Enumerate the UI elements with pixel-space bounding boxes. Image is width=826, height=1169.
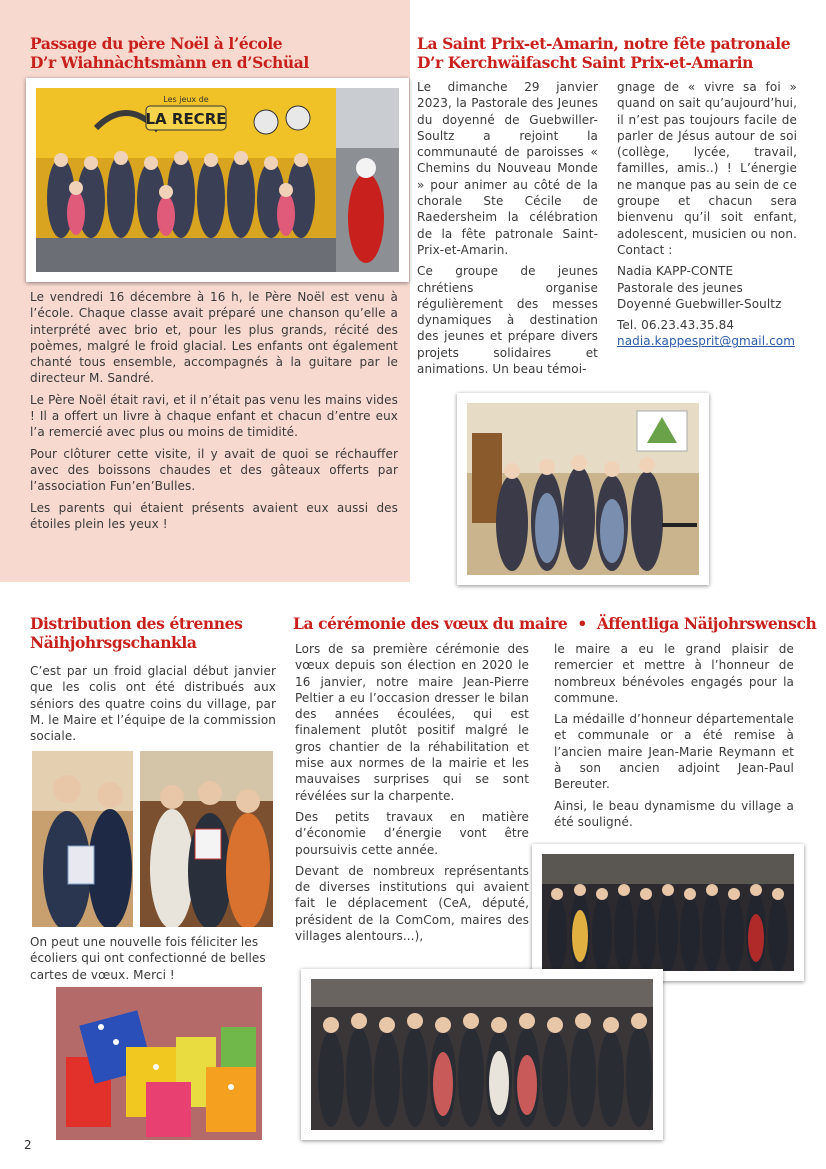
- noel-photo-sign-small: Les jeux de: [163, 95, 209, 104]
- voeux-photo-1: [542, 854, 794, 971]
- voeux-photo-2: [311, 979, 653, 1130]
- etrennes-paragraph-1: C’est par un froid glacial début janvier que les colis ont été distribués aux séniors des quatre coins du village, par M. le Maire et l’équipe de la commission sociale.: [30, 664, 276, 744]
- saintprix-title-alsace: D’r Kerchwäifascht Saint Prix-et-Amarin: [417, 53, 753, 72]
- voeux-paragraph-2: Des petits travaux en matière d’économie d’énergie vont être poursuivis cette année.: [295, 809, 529, 857]
- etrennes-photo-cards: [56, 987, 262, 1140]
- noel-paragraph-3: Pour clôturer cette visite, il y avait de quoi se réchauffer avec des boissons chaudes et des gâteaux offerts par l’association Fun’en’Bulles.: [30, 446, 398, 494]
- voeux-paragraph-4: le maire a eu le grand plaisir de remercier et mettre à l’honneur de nombreux bénévoles engagés pour la commune.: [554, 642, 794, 705]
- contact-phone: Tel. 06.23.43.35.84: [617, 318, 735, 333]
- noel-photo-frame: [26, 78, 409, 282]
- contact-role-2: Doyenné Guebwiller-Soultz: [617, 296, 782, 311]
- noel-title-fr: Passage du père Noël à l’école: [30, 34, 283, 53]
- contact-email-link[interactable]: nadia.kappesprit@gmail.com: [617, 334, 796, 349]
- etrennes-title: [30, 614, 280, 652]
- etrennes-photo-2: [140, 751, 273, 927]
- etrennes-title-alsace: Näihjohrsgschankla: [30, 633, 197, 652]
- voeux-paragraph-6: Ainsi, le beau dynamisme du village a été souligné.: [554, 798, 794, 829]
- voeux-title: La cérémonie des vœux du maire • Äffentliga Näijohrswensch: [293, 614, 817, 633]
- voeux-paragraph-5: La médaille d’honneur départementale et communale or a été remise à l’ancien maire Jean-Marie Reymann et à son ancien adjoint Jean-Paul Bereuter.: [554, 712, 794, 792]
- saintprix-column-1: [417, 79, 598, 382]
- saintprix-column-2: [617, 79, 797, 350]
- voeux-paragraph-3: Devant de nombreux représentants de diverses institutions qui avaient fait le déplacement (CeA, député, président de la ComCom, maires des villages alentours...),: [295, 863, 529, 944]
- voeux-paragraph-1: Lors de sa première cérémonie des vœux depuis son élection en 2020 le 16 janvier, notre maire Jean-Pierre Peltier a eu l’occasion dresser le bilan des années écoulées, qui est finalement plutôt positif malgré le gros chantier de la réhabilitation et mise aux normes de la mairie et les mauvaises surprises qui se sont révélées sur la charpente.: [295, 642, 529, 803]
- noel-paragraph-4: Les parents qui étaient présents avaient eux aussi des étoiles plein les yeux !: [30, 500, 398, 531]
- noel-body: [30, 289, 398, 537]
- noel-photo: [36, 88, 399, 272]
- etrennes-title-fr: Distribution des étrennes: [30, 614, 243, 633]
- saintprix-paragraph-1: Le dimanche 29 janvier 2023, la Pastorale des Jeunes du doyenné de Guebwiller-Soultz a rejoint la communauté de paroisses « Chemins du Nouveau Monde » pour animer au côté de la chorale Ste Cécile de Raedersheim la célébration de la fête patronale Saint-Prix-et-Amarin.: [417, 80, 598, 257]
- voeux-photo-1-frame: [532, 844, 804, 981]
- saintprix-title: [417, 34, 817, 72]
- noel-title: [30, 34, 400, 72]
- voeux-column-2: [554, 641, 794, 835]
- noel-paragraph-2: Le Père Noël était ravi, et il n’était pas venu les mains vides ! Il a offert un livre à chaque enfant et chacun d’entre eux l’a remercié avec plus ou moins de timidité.: [30, 392, 398, 440]
- noel-title-alsace: D’r Wiahnàchtsmànn en d’Schüal: [30, 53, 309, 72]
- saintprix-paragraph-3: gnage de « vivre sa foi » quand on sait qu’aujourd’hui, il n’est pas toujours facile de parler de Jésus autour de soi (collège, lycée, travail, familles, amis..) ! L’énergie ne manque pas au sein de ce groupe et chacun sera bienvenu qu’il soit enfant, adolescent, musicien ou non. Contact :: [617, 80, 797, 257]
- saintprix-paragraph-2: Ce groupe de jeunes chrétiens organise régulièrement des messes dynamiques à destination des jeunes et prépare divers projets solidaires et animations. Un beau témoi-: [417, 264, 598, 377]
- contact-role-1: Pastorale des jeunes: [617, 280, 743, 295]
- etrennes-paragraph-2: On peut une nouvelle fois féliciter les écoliers qui ont confectionné de belles cartes de vœux. Merci !: [30, 935, 266, 982]
- saintprix-photo: [467, 403, 699, 575]
- saintprix-contact: [617, 263, 797, 349]
- voeux-column-1: [295, 641, 529, 949]
- noel-photo-sign-text: LA RECRE: [145, 110, 227, 128]
- noel-paragraph-1: Le vendredi 16 décembre à 16 h, le Père Noël est venu à l’école. Chaque classe avait préparé une chanson qu’elle a interprété avec brio et, pour les plus grands, récité des poèmes, malgré le froid glacial. Les enfants ont également chanté tous ensemble, accompagnés à la guitare par le directeur M. Sandré.: [30, 290, 398, 386]
- page-number: 2: [24, 1138, 32, 1152]
- saintprix-title-fr: La Saint Prix-et-Amarin, notre fête patronale: [417, 34, 791, 53]
- etrennes-photo-1: [32, 751, 133, 927]
- saintprix-photo-frame: [457, 393, 709, 585]
- contact-name: Nadia KAPP-CONTE: [617, 264, 734, 279]
- voeux-photo-2-frame: [301, 969, 663, 1140]
